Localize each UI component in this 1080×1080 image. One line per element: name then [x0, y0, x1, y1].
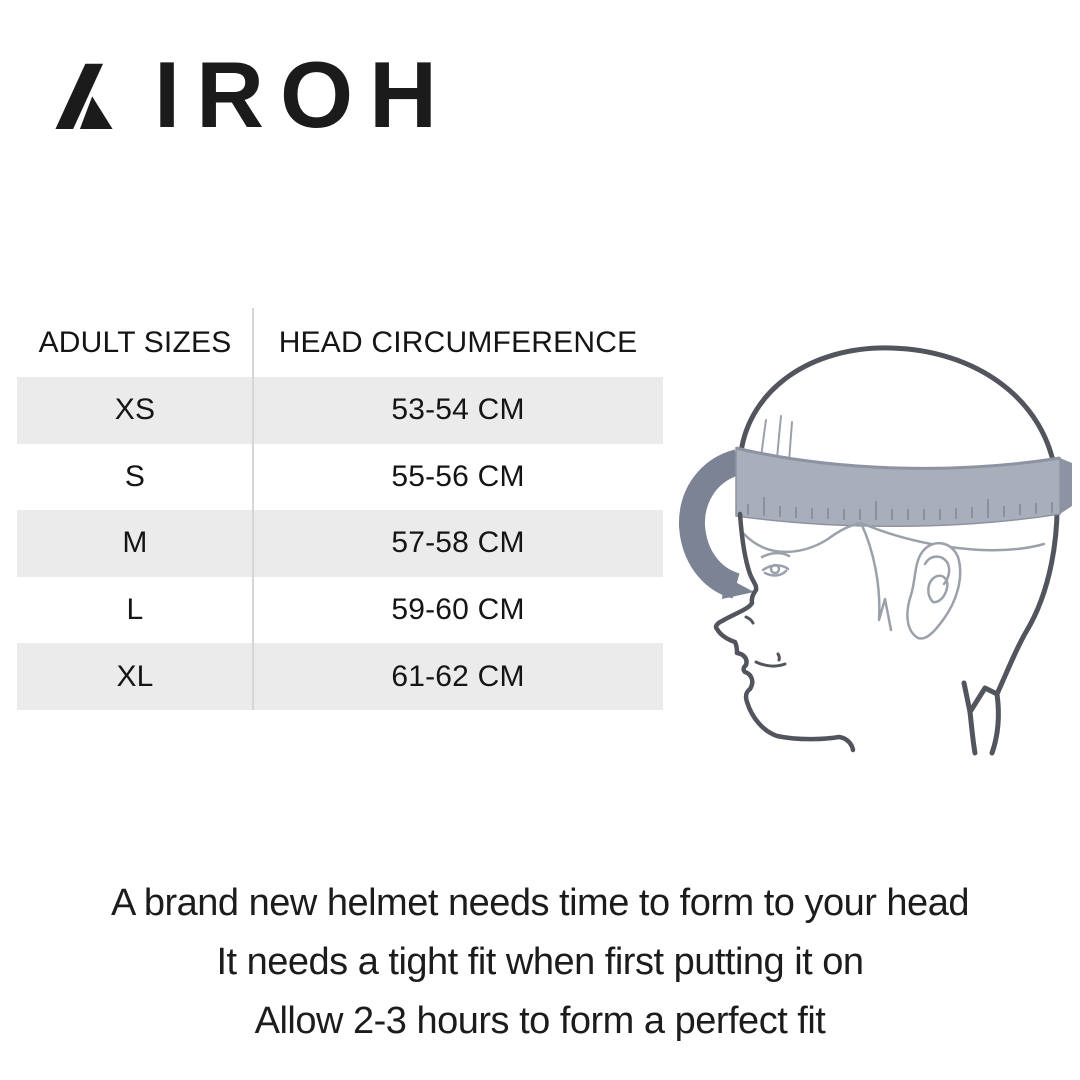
fit-instruction-line: A brand new helmet needs time to form to your head [111, 882, 969, 924]
size-label: XL [116, 659, 154, 693]
table-header-row [17, 308, 663, 377]
tape-tip [722, 576, 754, 599]
tape-hanging-end [692, 462, 738, 586]
circumference-value: 53-54 CM [391, 393, 525, 427]
circumference-value: 61-62 CM [391, 659, 525, 693]
table-row [17, 444, 663, 511]
brand-logo [50, 42, 453, 147]
column-divider [252, 308, 254, 710]
fit-instructions [0, 874, 1080, 1051]
neck-back-line [992, 694, 998, 753]
circumference-value: 59-60 CM [391, 593, 525, 627]
table-row [17, 577, 663, 644]
airoh-a-icon [50, 60, 118, 130]
nostril-line [746, 617, 753, 623]
column-header-adult-sizes: ADULT SIZES [38, 325, 232, 359]
table-row [17, 377, 663, 444]
table-row [17, 510, 663, 577]
brand-wordmark: IROH [154, 42, 453, 147]
ear [907, 543, 960, 638]
hair-fringe [744, 523, 1044, 630]
table-row [17, 643, 663, 710]
mouth-corner-mark [778, 654, 779, 660]
size-label: XS [114, 393, 156, 427]
eye [762, 553, 789, 575]
face-profile-outline [716, 514, 853, 750]
tape-end-cap [1060, 458, 1072, 514]
circumference-value: 57-58 CM [391, 526, 525, 560]
mouth-line [756, 662, 785, 666]
size-label: S [124, 459, 146, 493]
circumference-value: 55-56 CM [391, 459, 525, 493]
column-header-head-circumference: HEAD CIRCUMFERENCE [278, 325, 638, 359]
size-label: M [122, 526, 148, 560]
head-measurement-illustration [678, 336, 1078, 766]
fit-instruction-line: It needs a tight fit when first putting it on [216, 941, 864, 983]
neck-inner-line [970, 712, 975, 753]
measuring-tape-band [736, 448, 1060, 526]
fit-instruction-line: Allow 2-3 hours to form a perfect fit [254, 1000, 826, 1042]
size-table [17, 308, 663, 710]
size-label: L [126, 593, 144, 627]
